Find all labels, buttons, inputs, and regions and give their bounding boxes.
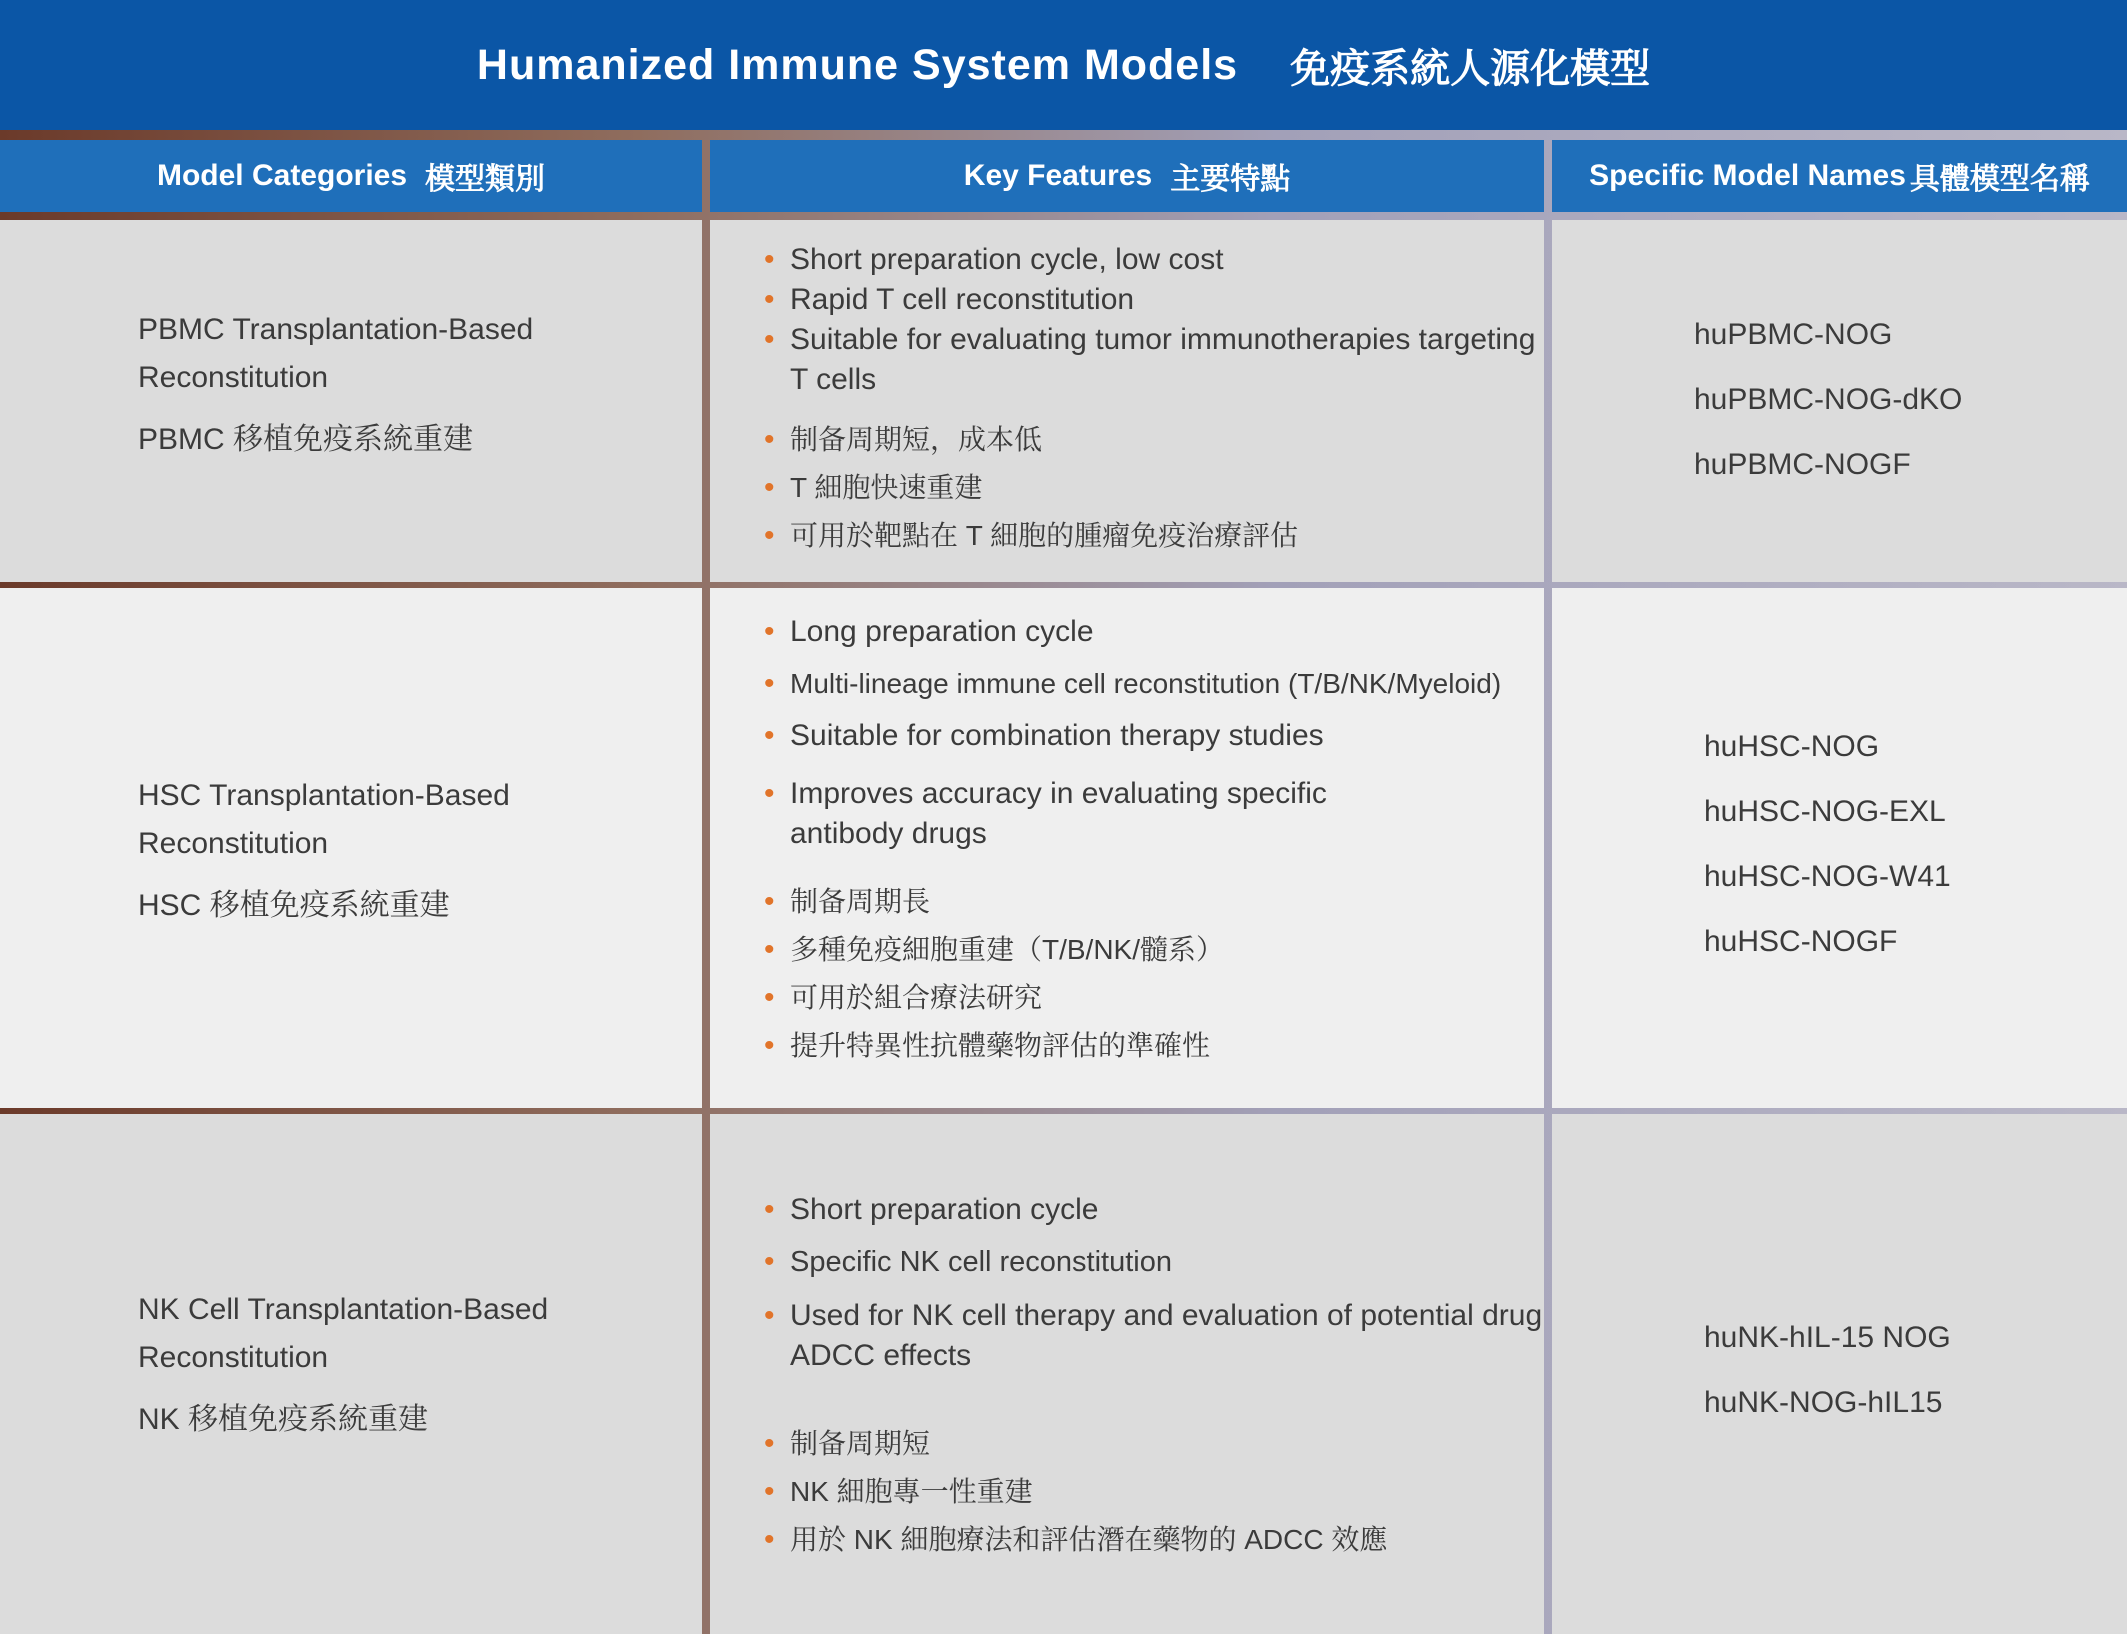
list-item: • 制备周期長 [764, 885, 931, 918]
list-item: • Rapid T cell reconstitution [764, 283, 1135, 316]
category-text [138, 772, 698, 930]
model-name: huPBMC-NOGF [1694, 448, 1911, 481]
category-text [138, 306, 698, 464]
model-names-cell [1552, 1114, 2127, 1634]
features-list-en [760, 240, 1550, 400]
model-names [1704, 714, 1951, 974]
model-name: huHSC-NOGF [1704, 925, 1898, 958]
list-item: • T 細胞快速重建 [764, 471, 983, 504]
model-name: huHSC-NOG [1704, 730, 1880, 763]
category-text [138, 1286, 698, 1444]
header-label-zh: 模型類別 [425, 163, 546, 196]
list-item: • Suitable for combination therapy studies [764, 719, 1324, 752]
header-label: Model Categories [156, 159, 408, 192]
list-item: • 提升特異性抗體藥物評估的準確性 [764, 1029, 1211, 1062]
model-name: huHSC-NOG-W41 [1704, 860, 1951, 893]
category-en-line: Reconstitution [138, 827, 329, 860]
list-item: • Used for NK cell therapy and evaluation of potential drug ADCC effects [764, 1299, 1543, 1372]
features-cell [710, 1114, 1544, 1634]
category-cell [0, 588, 702, 1108]
features-list-en [760, 612, 1550, 854]
model-name: huNK-NOG-hIL15 [1704, 1386, 1943, 1419]
list-item: • 多種免疫細胞重建（T/B/NK/髓系） [764, 933, 1225, 966]
list-item: • Multi-lineage immune cell reconstitution (T/B/NK/Myeloid) [764, 667, 1502, 700]
header-label-zh: 主要特點 [1170, 163, 1291, 196]
model-name: huHSC-NOG-EXL [1704, 795, 1946, 828]
category-en-line: Reconstitution [138, 361, 329, 394]
category-en-line: PBMC Transplantation-Based [138, 313, 534, 346]
features-list-zh [760, 416, 1550, 560]
features-list-en [760, 1190, 1550, 1376]
model-names-cell [1552, 220, 2127, 582]
features-cell [710, 220, 1544, 582]
list-item: • 用於 NK 細胞療法和評估潛在藥物的 ADCC 效應 [764, 1523, 1388, 1556]
page-title: Humanized Immune System Models [476, 40, 1239, 89]
list-item: • NK 細胞專一性重建 [764, 1475, 1033, 1508]
title-bar [0, 0, 2127, 130]
features-cell [710, 588, 1544, 1108]
header-label: Key Features [963, 159, 1153, 192]
features-list-zh [760, 1420, 1550, 1564]
model-names [1694, 302, 1962, 497]
category-zh: HSC 移植免疫系統重建 [138, 889, 450, 922]
list-item: • Suitable for evaluating tumor immunotherapies targeting T cells [764, 323, 1536, 396]
header-model-names [1552, 140, 2127, 212]
header-model-categories [0, 140, 702, 212]
category-en-line: NK Cell Transplantation-Based [138, 1293, 549, 1326]
list-item: • Long preparation cycle [764, 615, 1094, 648]
list-item: • 制备周期短 [764, 1427, 931, 1460]
list-item: • Specific NK cell reconstitution [764, 1245, 1172, 1278]
list-item: • 可用於靶點在 T 細胞的腫瘤免疫治療評估 [764, 519, 1299, 552]
model-names [1704, 1305, 1951, 1435]
model-names-cell [1552, 588, 2127, 1108]
category-zh: PBMC 移植免疫系統重建 [138, 423, 474, 456]
page-title-zh: 免疫系統人源化模型 [1290, 46, 1651, 91]
header-label: Specific Model Names [1589, 159, 1906, 192]
list-item: • 制备周期短，成本低 [764, 423, 1043, 456]
list-item: • Improves accuracy in evaluating specific antibody drugs [764, 777, 1327, 850]
header-key-features [710, 140, 1544, 212]
list-item: • Short preparation cycle [764, 1193, 1099, 1226]
features-list-zh [760, 878, 1550, 1070]
model-name: huPBMC-NOG-dKO [1694, 383, 1963, 416]
list-item: • Short preparation cycle, low cost [764, 243, 1224, 276]
model-name: huPBMC-NOG [1694, 318, 1893, 351]
category-cell [0, 220, 702, 582]
category-en-line: Reconstitution [138, 1341, 329, 1374]
header-label-zh: 具體模型名稱 [1909, 163, 2090, 196]
model-name: huNK-hIL-15 NOG [1704, 1321, 1951, 1354]
category-cell [0, 1114, 702, 1634]
category-zh: NK 移植免疫系統重建 [138, 1403, 429, 1436]
category-en-line: HSC Transplantation-Based [138, 779, 510, 812]
list-item: • 可用於組合療法研究 [764, 981, 1043, 1014]
